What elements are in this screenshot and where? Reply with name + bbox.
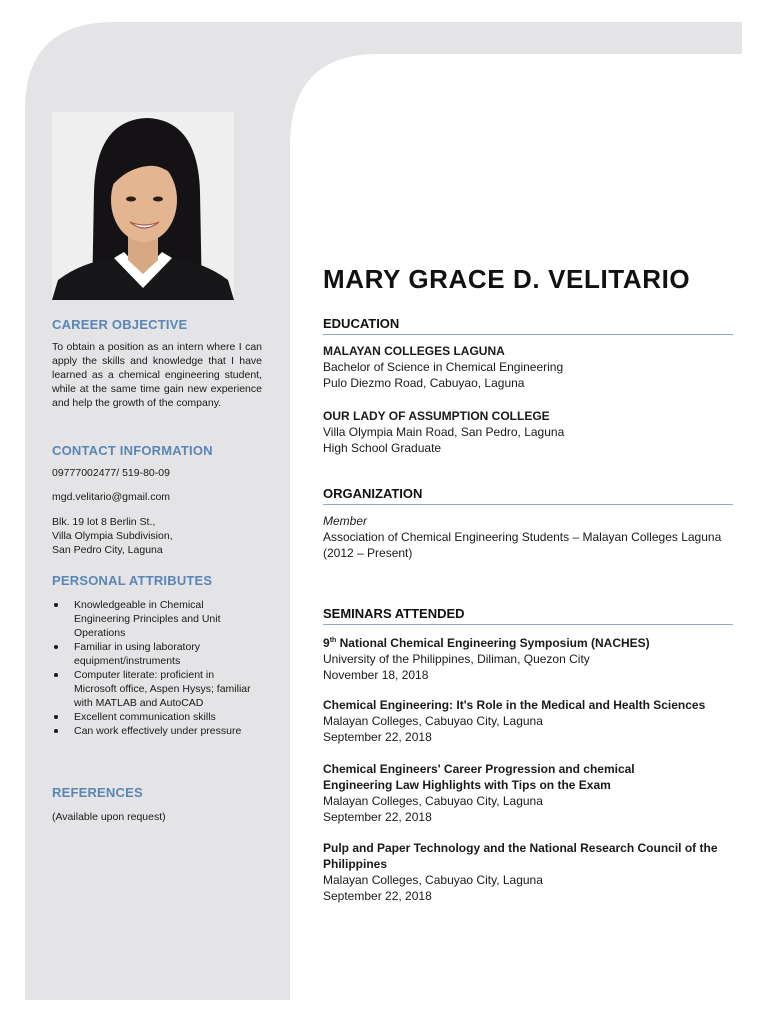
references-heading: REFERENCES bbox=[52, 785, 143, 800]
seminar-date: September 22, 2018 bbox=[323, 889, 432, 903]
school-name: OUR LADY OF ASSUMPTION COLLEGE bbox=[323, 409, 550, 423]
contact-heading: CONTACT INFORMATION bbox=[52, 443, 213, 458]
seminar-title: Pulp and Paper Technology and the National Research Council of the Philippines bbox=[323, 841, 718, 871]
career-objective-heading: CAREER OBJECTIVE bbox=[52, 317, 188, 332]
education-detail: High School Graduate bbox=[323, 441, 442, 455]
education-heading: EDUCATION bbox=[323, 316, 733, 335]
organization-entry bbox=[323, 513, 733, 561]
education-entry bbox=[323, 343, 733, 391]
seminar-date: September 22, 2018 bbox=[323, 810, 432, 824]
education-detail: Villa Olympia Main Road, San Pedro, Laguna bbox=[323, 425, 565, 439]
organization-heading: ORGANIZATION bbox=[323, 486, 733, 505]
attribute-item: Familiar in using laboratory equipment/instruments bbox=[52, 640, 252, 668]
attribute-item: Can work effectively under pressure bbox=[52, 724, 252, 738]
seminar-title: 9th National Chemical Engineering Symposium (NACHES) bbox=[323, 636, 650, 650]
seminar-entry bbox=[323, 697, 733, 745]
attribute-item: Excellent communication skills bbox=[52, 710, 252, 724]
seminar-entry bbox=[323, 633, 733, 683]
attributes-heading: PERSONAL ATTRIBUTES bbox=[52, 573, 213, 588]
attribute-item: Computer literate: proficient in Microsoft office, Aspen Hysys; familiar with MATLAB and AutoCAD bbox=[52, 668, 252, 710]
attributes-list bbox=[52, 598, 252, 738]
address-line: San Pedro City, Laguna bbox=[52, 544, 163, 556]
seminar-date: November 18, 2018 bbox=[323, 668, 429, 682]
seminar-title: Chemical Engineering: It's Role in the Medical and Health Sciences bbox=[323, 698, 706, 712]
seminar-place: Malayan Colleges, Cabuyao City, Laguna bbox=[323, 873, 543, 887]
applicant-name: MARY GRACE D. VELITARIO bbox=[323, 264, 691, 294]
education-detail: Pulo Diezmo Road, Cabuyao, Laguna bbox=[323, 376, 525, 390]
references-text: (Available upon request) bbox=[52, 811, 166, 823]
contact-email: mgd.velitario@gmail.com bbox=[52, 491, 171, 503]
school-name: MALAYAN COLLEGES LAGUNA bbox=[323, 344, 505, 358]
organization-role: Member bbox=[323, 514, 368, 528]
seminar-date: September 22, 2018 bbox=[323, 730, 432, 744]
seminar-place: University of the Philippines, Diliman, Quezon City bbox=[323, 652, 590, 666]
address-line: Blk. 19 lot 8 Berlin St., bbox=[52, 516, 156, 528]
education-entry bbox=[323, 408, 733, 456]
profile-photo bbox=[52, 112, 234, 300]
organization-text: Association of Chemical Engineering Students – Malayan Colleges Laguna (2012 – Present) bbox=[323, 530, 722, 560]
seminar-place: Malayan Colleges, Cabuyao City, Laguna bbox=[323, 714, 543, 728]
career-objective-text: To obtain a position as an intern where I can apply the skills and knowledge that I have learned as a chemical engineering student, while at the same time gain new experience and help the growth of the company. bbox=[52, 341, 262, 409]
address-line: Villa Olympia Subdivision, bbox=[52, 530, 173, 542]
seminar-entry bbox=[323, 761, 668, 825]
attribute-item: Knowledgeable in Chemical Engineering Principles and Unit Operations bbox=[52, 598, 252, 640]
contact-address bbox=[52, 515, 272, 557]
seminar-place: Malayan Colleges, Cabuyao City, Laguna bbox=[323, 794, 543, 808]
seminars-heading: SEMINARS ATTENDED bbox=[323, 606, 733, 625]
seminar-title: Chemical Engineers' Career Progression and chemical Engineering Law Highlights with Tips on the Exam bbox=[323, 762, 635, 792]
education-detail: Bachelor of Science in Chemical Engineering bbox=[323, 360, 564, 374]
seminar-entry bbox=[323, 840, 733, 904]
contact-phone: 09777002477/ 519-80-09 bbox=[52, 467, 170, 479]
